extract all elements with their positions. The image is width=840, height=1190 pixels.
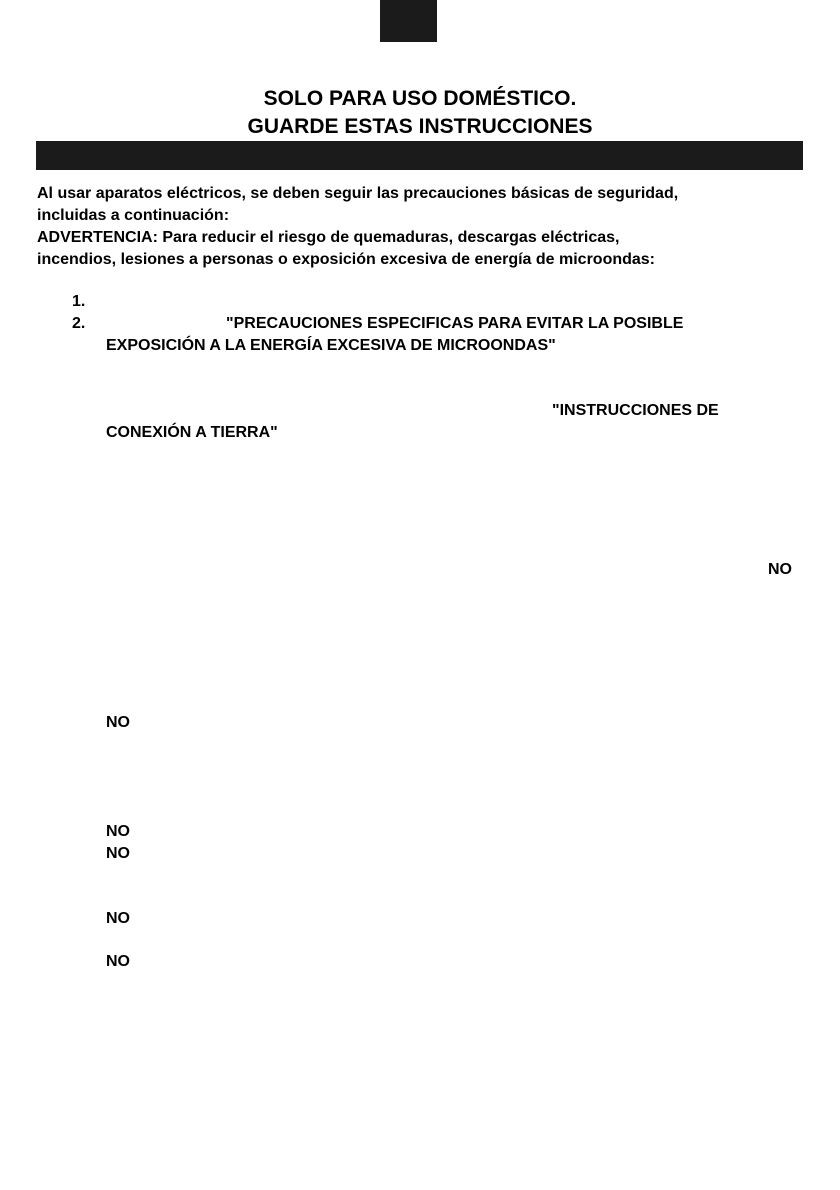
grounding-instructions-reference-line-2: CONEXIÓN A TIERRA"	[106, 424, 278, 441]
microwave-precautions-reference-line-1: "PRECAUCIONES ESPECIFICAS PARA EVITAR LA POSIBLE	[226, 315, 684, 332]
no-emphasis-6: NO	[106, 953, 130, 970]
page-title-line-2: GUARDE ESTAS INSTRUCCIONES	[247, 115, 593, 138]
intro-line-1: Al usar aparatos eléctricos, se deben seguir las precauciones básicas de seguridad,	[37, 185, 679, 202]
microwave-precautions-reference-line-2: EXPOSICIÓN A LA ENERGÍA EXCESIVA DE MICROONDAS"	[106, 337, 556, 354]
list-item-2-number: 2.	[72, 315, 86, 332]
page-title-line-1: SOLO PARA USO DOMÉSTICO.	[263, 87, 577, 110]
section-header-bar	[36, 141, 803, 170]
no-emphasis-3: NO	[106, 823, 130, 840]
no-emphasis-2: NO	[106, 714, 130, 731]
no-emphasis-4: NO	[106, 845, 130, 862]
list-item-1-number: 1.	[72, 293, 86, 310]
no-emphasis-1: NO	[768, 561, 792, 578]
intro-line-2: incluidas a continuación:	[37, 207, 230, 224]
no-emphasis-5: NO	[106, 910, 130, 927]
grounding-instructions-reference-line-1: "INSTRUCCIONES DE	[552, 402, 719, 419]
page-tab-marker	[380, 0, 437, 42]
warning-line-2: incendios, lesiones a personas o exposición excesiva de energía de microondas:	[37, 251, 656, 268]
warning-line-1: ADVERTENCIA: Para reducir el riesgo de quemaduras, descargas eléctricas,	[37, 229, 620, 246]
